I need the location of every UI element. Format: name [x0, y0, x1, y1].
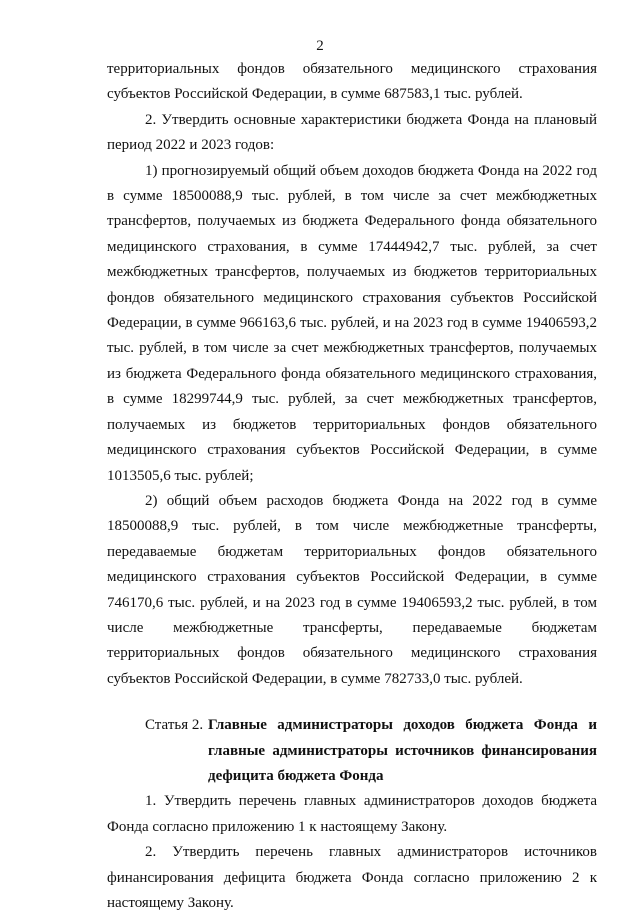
article-title: Главные администраторы доходов бюджета Фонда и главные администраторы источников финансирования дефицита бюджета Фонда	[208, 717, 597, 784]
page-number: 2	[316, 38, 324, 54]
paragraph-item-2: 2. Утвердить основные характеристики бюджета Фонда на плановый период 2022 и 2023 годов:	[107, 111, 597, 154]
paragraph-subitem-2: 2) общий объем расходов бюджета Фонда на 2022 год в сумме 18500088,9 тыс. рублей, в том числе межбюджетные трансферты, передаваемые бюджетам территориальных фондов обязательного медицинского страхования субъектов Российской Федерации, в сумме 746170,6 тыс. рублей, и на 2023 год в сумме 19406593,2 тыс. рублей, в том числе межбюджетные трансферты, передаваемые бюджетам территориальных фондов обязательного медицинского страхования субъектов Российской Федерации, в сумме 782733,0 тыс. рублей.	[107, 492, 597, 687]
article-paragraph-2: 2. Утвердить перечень главных администраторов источников финансирования дефицита бюджета Фонда согласно приложению 2 к настоящему Закону.	[107, 844, 597, 911]
document-body	[107, 57, 597, 916]
paragraph-continuation: территориальных фондов обязательного медицинского страхования субъектов Российской Федерации, в сумме 687583,1 тыс. рублей.	[107, 61, 597, 103]
article-paragraph-1: 1. Утвердить перечень главных администраторов доходов бюджета Фонда согласно приложению 1 к настоящему Закону.	[107, 793, 597, 835]
article-label: Статья 2.	[145, 717, 204, 734]
paragraph-subitem-1: 1) прогнозируемый общий объем доходов бюджета Фонда на 2022 год в сумме 18500088,9 тыс. рублей, в том числе за счет межбюджетных трансфертов, получаемых из бюджета Федерального фонда обязательного медицинского страхования, в сумме 17444942,7 тыс. рублей, за счет межбюджетных трансфертов, получаемых из бюджетов территориальных фондов обязательного медицинского страхования субъектов Российской Федерации, в сумме 966163,6 тыс. рублей, и на 2023 год в сумме 19406593,2 тыс. рублей, в том числе за счет межбюджетных трансфертов, получаемых из бюджета Федерального фонда обязательного медицинского страхования, в сумме 18299744,9 тыс. рублей, за счет межбюджетных трансфертов, получаемых из бюджетов территориальных фондов обязательного медицинского страхования субъектов Российской Федерации, в сумме 1013505,6 тыс. рублей;	[107, 162, 597, 484]
article-heading	[107, 713, 597, 789]
